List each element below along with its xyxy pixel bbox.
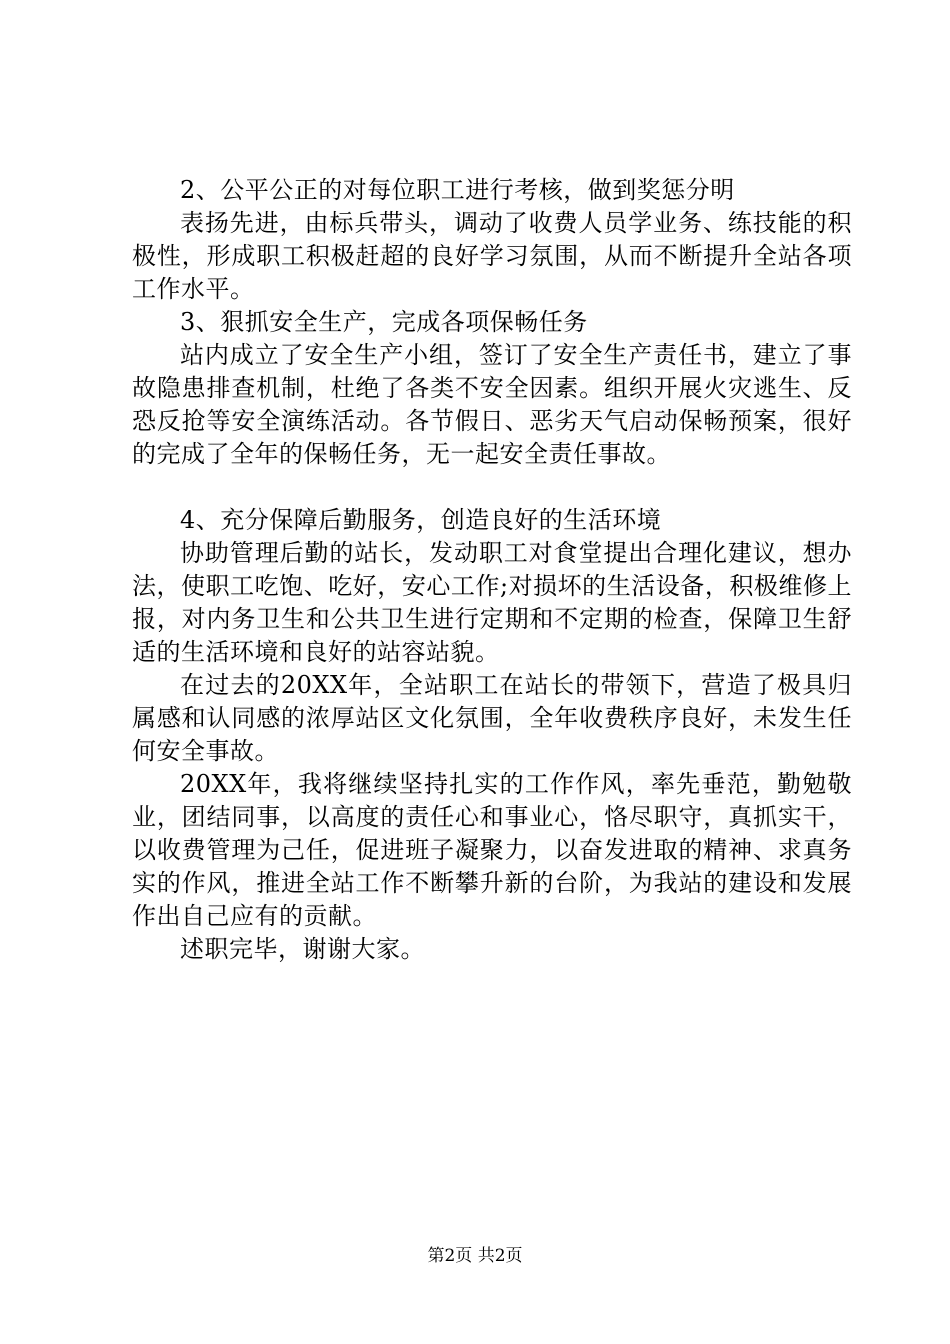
body-paragraph: 在过去的20XX年，全站职工在站长的带领下，营造了极具归属感和认同感的浓厚站区文化氛围，全年收费秩序良好，未发生任何安全事故。 xyxy=(132,671,852,765)
section-heading-4: 4、充分保障后勤服务，创造良好的生活环境 xyxy=(180,506,662,534)
section-heading-2: 2、公平公正的对每位职工进行考核，做到奖惩分明 xyxy=(180,176,735,204)
body-paragraph: 站内成立了安全生产小组，签订了安全生产责任书，建立了事故隐患排查机制，杜绝了各类不安全因素。组织开展火灾逃生、反恐反抢等安全演练活动。各节假日、恶劣天气启动保畅预案，很好的完成了全年的保畅任务，无一起安全责任事故。 xyxy=(132,341,852,468)
paragraph-spacer xyxy=(132,471,852,504)
closing-paragraph: 述职完毕，谢谢大家。 xyxy=(180,935,425,963)
section-heading-3: 3、狠抓安全生产，完成各项保畅任务 xyxy=(180,308,588,336)
document-body xyxy=(132,174,852,966)
body-paragraph: 20XX年，我将继续坚持扎实的工作作风，率先垂范，勤勉敬业，团结同事，以高度的责任心和事业心，恪尽职守，真抓实干，以收费管理为己任，促进班子凝聚力，以奋发进取的精神、求真务实的作风，推进全站工作不断攀升新的台阶，为我站的建设和发展作出自己应有的贡献。 xyxy=(132,770,852,930)
body-paragraph: 表扬先进，由标兵带头，调动了收费人员学业务、练技能的积极性，形成职工积极赶超的良好学习氛围，从而不断提升全站各项工作水平。 xyxy=(132,209,852,303)
body-paragraph: 协助管理后勤的站长，发动职工对食堂提出合理化建议，想办法，使职工吃饱、吃好，安心工作;对损坏的生活设备，积极维修上报，对内务卫生和公共卫生进行定期和不定期的检查，保障卫生舒适的生活环境和良好的站容站貌。 xyxy=(132,539,852,666)
page-number-footer: 第2页 共2页 xyxy=(427,1246,523,1266)
